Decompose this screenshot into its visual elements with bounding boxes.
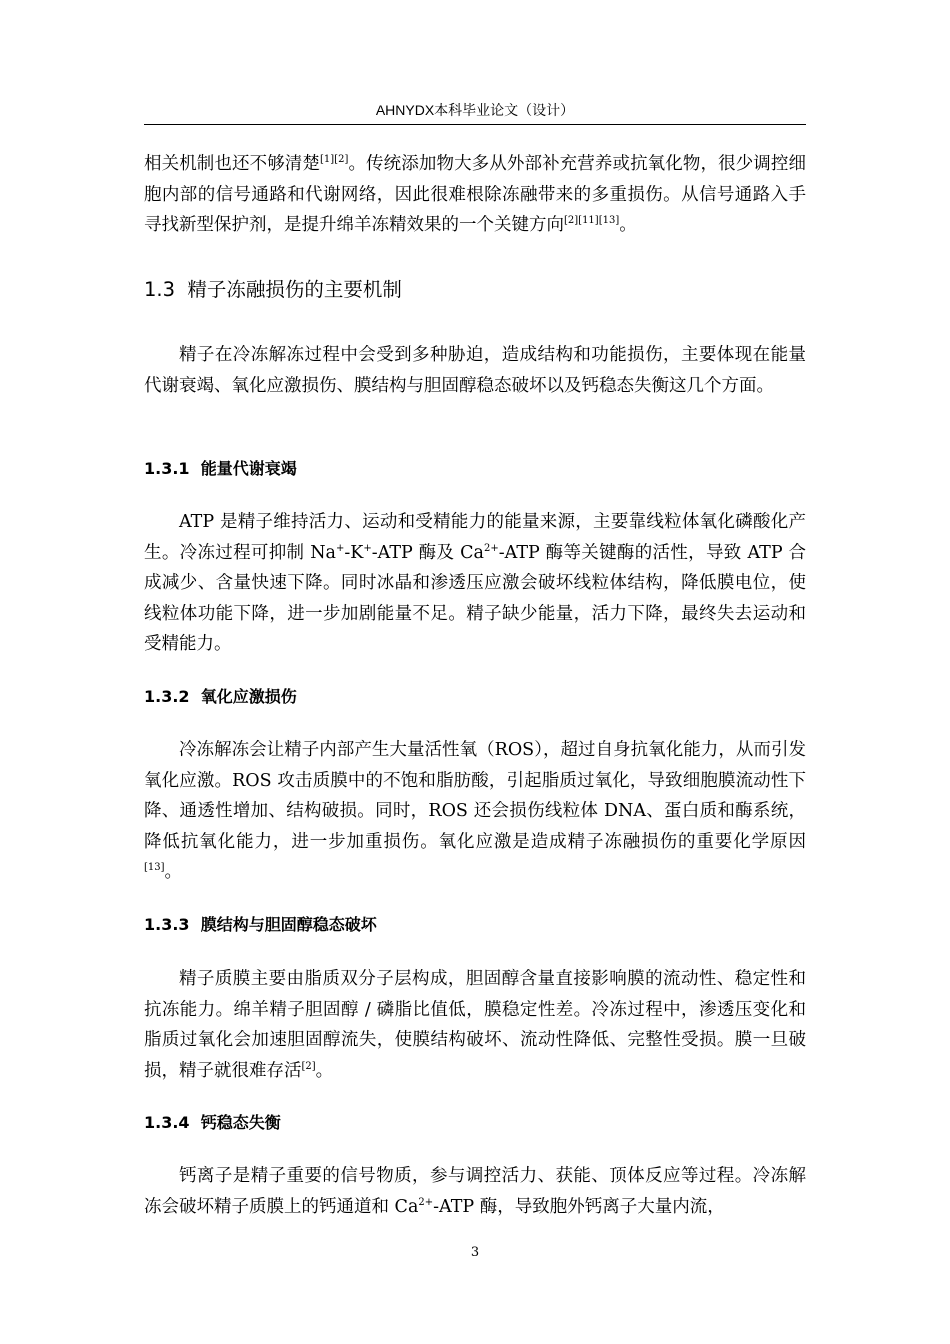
text-run: -ATP 酶等关键酶的活性，导致 ATP 合成减少、含量快速下降。同时冰晶和渗透压应激会破坏线粒体结构，降低膜电位，使线粒体功能下降，进一步加剧能量不足。精子缺少能量，活力下降，最终失去运动和受精能力。 <box>144 542 806 655</box>
section-title: 膜结构与胆固醇稳态破坏 <box>200 915 377 934</box>
text-run: -K <box>344 542 364 563</box>
section-number: 1.3.4 <box>144 1113 190 1132</box>
section-title: 钙稳态失衡 <box>200 1113 281 1132</box>
citation: [2] <box>301 1060 316 1072</box>
text-run: 。 <box>619 215 637 236</box>
header-rule <box>144 124 806 125</box>
section-heading-1-3 <box>144 276 402 304</box>
paragraph-continuation <box>144 149 806 241</box>
text-run: 精子质膜主要由脂质双分子层构成，胆固醇含量直接影响膜的流动性、稳定性和抗冻能力。绵羊精子胆固醇 / 磷脂比值低，膜稳定性差。冷冻过程中，渗透压变化和脂质过氧化会加速胆固醇流失，使膜结构破坏、流动性降低、完整性受损。膜一旦破损，精子就很难存活 <box>144 969 806 1081</box>
section-number: 1.3.1 <box>144 459 190 478</box>
paragraph-intro: 精子在冷冻解冻过程中会受到多种胁迫，造成结构和功能损伤，主要体现在能量代谢衰竭、氧化应激损伤、膜结构与胆固醇稳态破坏以及钙稳态失衡这几个方面。 <box>144 345 806 396</box>
page-number: 3 <box>470 1245 480 1260</box>
section-heading-1-3-2 <box>144 685 297 709</box>
superscript: + <box>335 542 345 554</box>
text-run: -ATP 酶及 Ca <box>371 542 484 563</box>
section-heading-1-3-1 <box>144 457 297 481</box>
running-header: AHNYDX本科毕业论文（设计） <box>375 102 575 118</box>
text-run: 冷冻解冻会让精子内部产生大量活性氧（ROS），超过自身抗氧化能力，从而引发氧化应激。ROS 攻击质膜中的不饱和脂肪酸，引起脂质过氧化，导致细胞膜流动性下降、通透性增加、结构破损。同时，ROS 还会损伤线粒体 DNA、蛋白质和酶系统，降低抗氧化能力，进一步加重损伤。氧化应激是造成精子冻融损伤的重要化学原因 <box>144 740 806 852</box>
citation: [2][11][13] <box>564 215 620 227</box>
section-number: 1.3.3 <box>144 915 190 934</box>
text-run: 。 <box>315 1060 334 1081</box>
paragraph-membrane <box>144 964 806 1086</box>
section-number: 1.3 <box>144 278 176 301</box>
citation: [1][2] <box>320 154 349 166</box>
paragraph-oxidative <box>144 735 806 888</box>
section-title: 氧化应激损伤 <box>200 687 297 706</box>
paragraph-calcium <box>144 1161 806 1222</box>
section-heading-1-3-4 <box>144 1111 281 1135</box>
text-run: ATP 是精子维持活力、运动和受精能力的能量来源，主要靠线粒体氧化磷酸化产生。冷冻过程可抑制 Na <box>144 512 806 563</box>
section-title: 精子冻融损伤的主要机制 <box>187 278 402 301</box>
citation: [13] <box>144 862 165 874</box>
superscript: + <box>363 542 372 554</box>
text-run: 相关机制也还不够清楚 <box>144 154 321 174</box>
section-heading-1-3-3 <box>144 913 377 937</box>
text-run: 钙离子是精子重要的信号物质，参与调控活力、获能、顶体反应等过程。冷冻解冻会破坏精子质膜上的钙通道和 Ca <box>144 1166 806 1217</box>
text-run: 。传统添加物大多从外部补充营养或抗氧化物，很少调控细胞内部的信号通路和代谢网络，因此很难根除冻融带来的多重损伤。从信号通路入手寻找新型保护剂，是提升绵羊冻精效果的一个关键方向 <box>144 154 806 236</box>
superscript: 2+ <box>483 542 499 554</box>
text-run: 。 <box>164 862 183 883</box>
section-title: 能量代谢衰竭 <box>200 459 297 478</box>
section-number: 1.3.2 <box>144 687 190 706</box>
superscript: 2+ <box>418 1196 434 1208</box>
paragraph-energy <box>144 507 806 660</box>
text-run: -ATP 酶，导致胞外钙离子大量内流， <box>433 1196 725 1217</box>
